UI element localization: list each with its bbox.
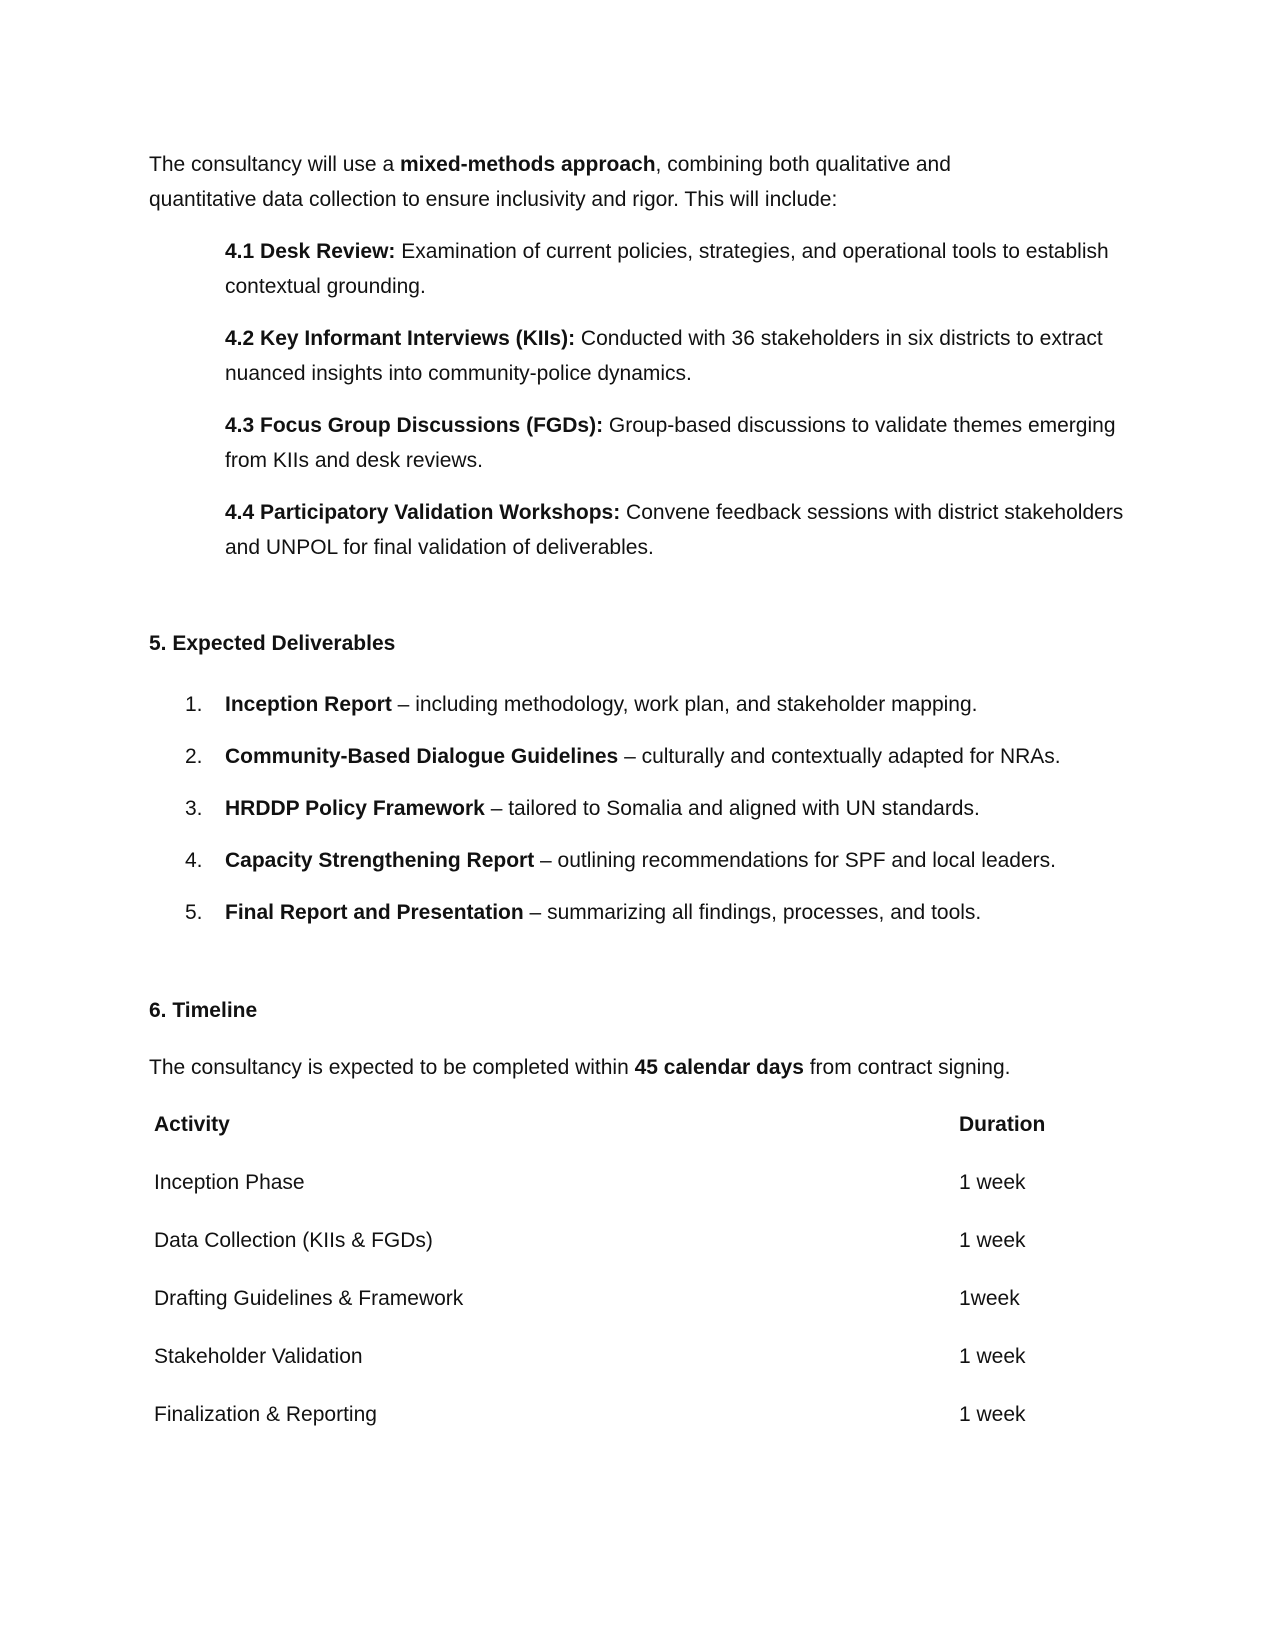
method-item [225,234,1125,304]
deliverable-item [149,895,1149,947]
deliverable-item [149,843,1149,895]
deliverable-number: 3. [185,797,203,820]
deliverable-number: 5. [185,901,203,924]
deliverable-text: – outlining recommendations for SPF and local leaders. [534,849,1056,872]
timeline-intro-before: The consultancy is expected to be completed within [149,1056,635,1079]
method-label: 4.3 Focus Group Discussions (FGDs): [225,414,604,437]
activity-cell: Drafting Guidelines & Framework [154,1287,464,1310]
method-item [225,408,1125,478]
deliverable-text: – including methodology, work plan, and stakeholder mapping. [391,693,978,716]
deliverable-title: Community-Based Dialogue Guidelines [225,745,619,768]
activity-cell: Inception Phase [154,1171,305,1194]
timeline-intro-after: from contract signing. [803,1056,1011,1079]
duration-column-header: Duration [959,1113,1046,1136]
method-label: 4.2 Key Informant Interviews (KIIs): [225,327,576,350]
deliverable-number: 1. [185,693,203,716]
methods-list [225,234,1125,582]
method-text: Group-based discussions to validate themes emerging from KIIs and desk reviews. [225,414,1116,472]
timeline-intro-bold: 45 calendar days [634,1056,804,1079]
deliverables-heading: 5. Expected Deliverables [149,632,396,655]
deliverable-text: – tailored to Somalia and aligned with UN standards. [484,797,980,820]
table-row [149,1281,1109,1339]
intro-text-before: The consultancy will use a [149,153,400,176]
deliverable-title: Final Report and Presentation [225,901,524,924]
duration-cell: 1 week [959,1171,1026,1194]
deliverable-number: 4. [185,849,203,872]
table-row [149,1397,1109,1455]
methodology-intro [149,147,1049,217]
timeline-table [149,1107,1109,1455]
method-label: 4.1 Desk Review: [225,240,396,263]
table-row [149,1223,1109,1281]
duration-cell: 1 week [959,1229,1026,1252]
activity-column-header: Activity [154,1113,230,1136]
deliverable-title: Capacity Strengthening Report [225,849,535,872]
table-row [149,1165,1109,1223]
activity-cell: Finalization & Reporting [154,1403,377,1426]
intro-bold-term: mixed-methods approach [399,153,656,176]
activity-cell: Stakeholder Validation [154,1345,363,1368]
table-row [149,1339,1109,1397]
method-text: Examination of current policies, strategies, and operational tools to establish contextual grounding. [225,240,1109,298]
method-text: Convene feedback sessions with district stakeholders and UNPOL for final validation of deliverables. [225,501,1124,559]
method-label: 4.4 Participatory Validation Workshops: [225,501,621,524]
deliverable-item [149,739,1149,791]
deliverables-list [149,687,1149,947]
deliverable-text: – culturally and contextually adapted for NRAs. [618,745,1061,768]
deliverable-item [149,791,1149,843]
duration-cell: 1 week [959,1403,1026,1426]
timeline-intro [149,1050,1149,1085]
intro-text-after: , combining both qualitative and quantitative data collection to ensure inclusivity and rigor. This will include: [149,153,951,211]
duration-cell: 1 week [959,1345,1026,1368]
duration-cell: 1week [959,1287,1020,1310]
method-text: Conducted with 36 stakeholders in six districts to extract nuanced insights into community-police dynamics. [225,327,1103,385]
deliverable-title: Inception Report [225,693,392,716]
deliverable-number: 2. [185,745,203,768]
table-header-row [149,1107,1109,1165]
deliverable-text: – summarizing all findings, processes, and tools. [523,901,982,924]
method-item [225,321,1125,391]
method-item [225,495,1125,565]
timeline-heading: 6. Timeline [149,999,258,1022]
deliverable-title: HRDDP Policy Framework [225,797,485,820]
deliverable-item [149,687,1149,739]
activity-cell: Data Collection (KIIs & FGDs) [154,1229,433,1252]
